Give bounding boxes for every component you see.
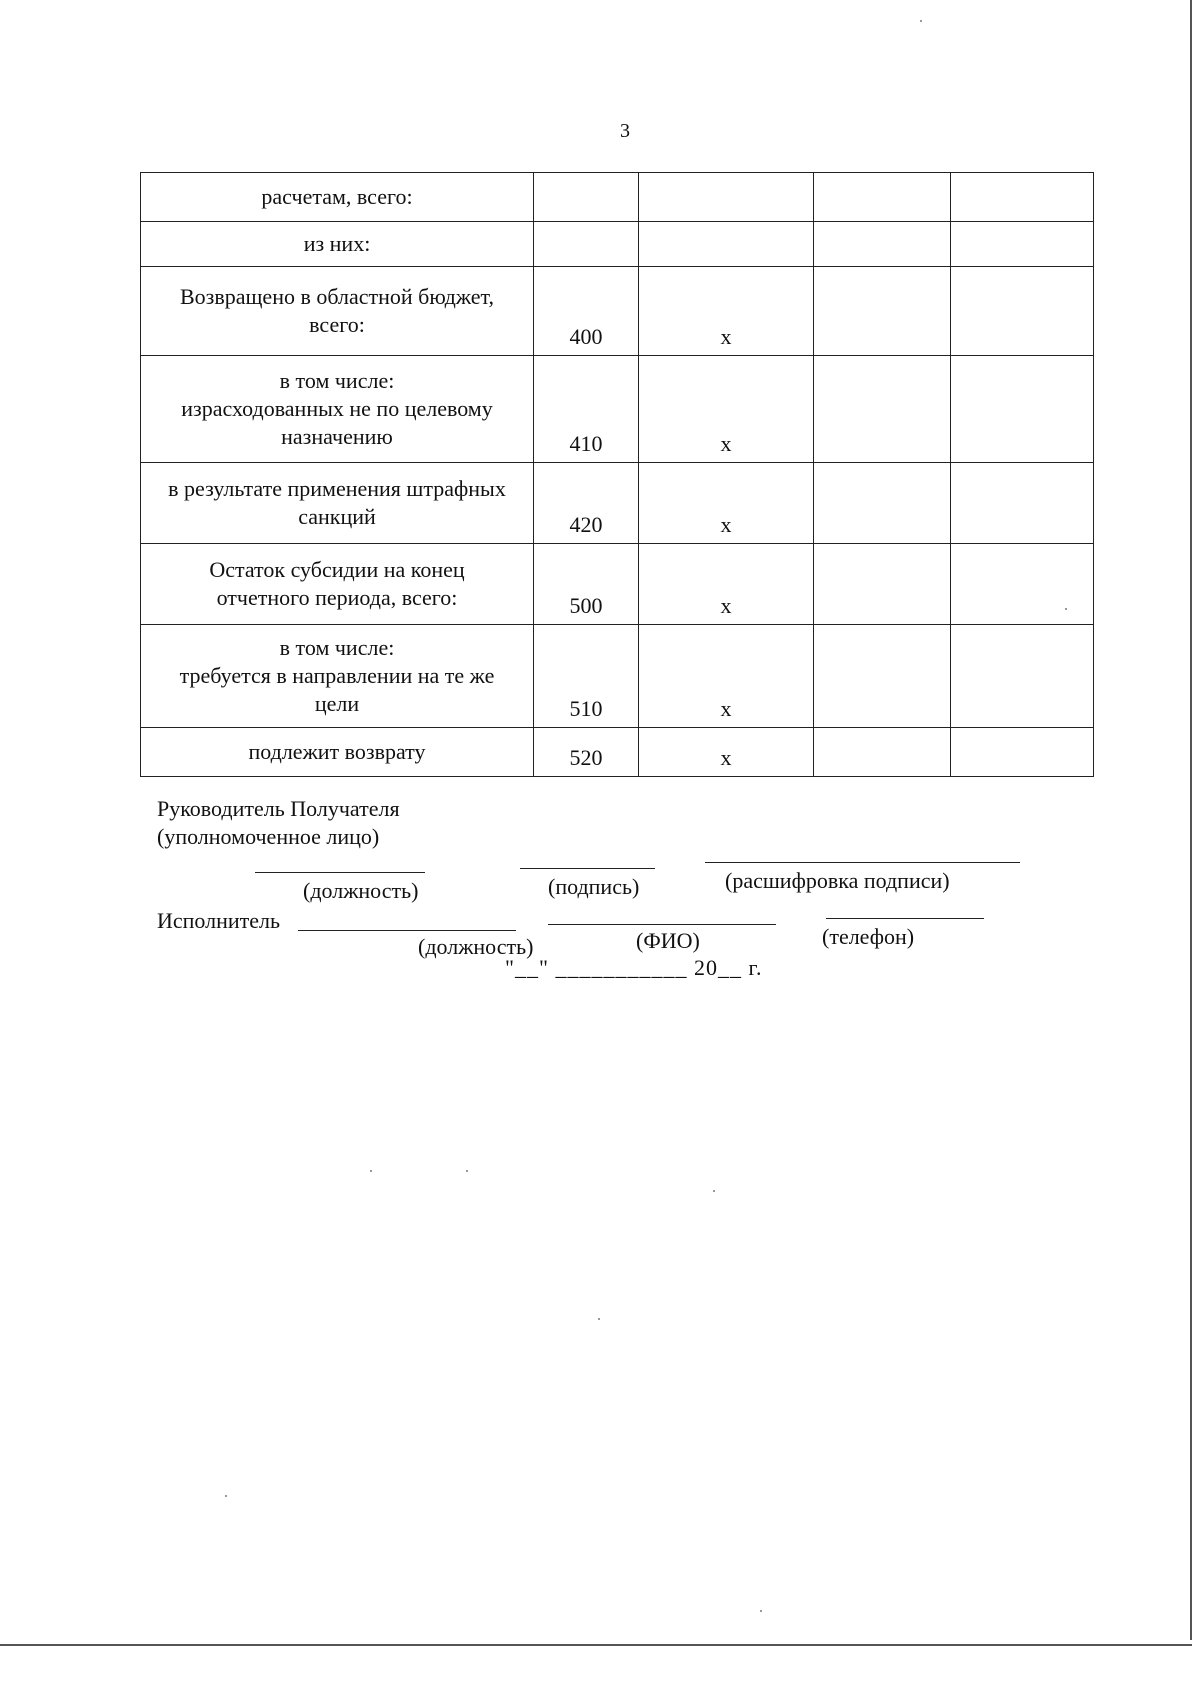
signature-head-title: Руководитель Получателя (157, 796, 400, 821)
row-x-mark: x (639, 544, 814, 625)
row-x-mark (639, 173, 814, 222)
row-value-cell (951, 625, 1094, 728)
row-value-cell (951, 463, 1094, 544)
signature-blank-line (520, 868, 655, 869)
row-x-mark (639, 222, 814, 267)
executor-name-blank-line (548, 924, 776, 925)
row-code: 420 (534, 463, 639, 544)
row-code: 510 (534, 625, 639, 728)
row-value-cell (814, 728, 951, 777)
scan-speck (1065, 608, 1067, 610)
executor-position-caption: (должность) (418, 934, 534, 959)
executor-label: Исполнитель (157, 908, 281, 933)
table-row (141, 267, 1094, 356)
row-value-cell (814, 544, 951, 625)
scan-speck (370, 1170, 372, 1172)
row-label: расчетам, всего: (141, 173, 534, 222)
row-x-mark: x (639, 625, 814, 728)
row-label: подлежит возврату (141, 728, 534, 777)
row-label: Возвращено в областной бюджет, всего: (141, 267, 534, 356)
row-code (534, 222, 639, 267)
row-x-mark: x (639, 728, 814, 777)
executor-position-blank-line (298, 930, 516, 931)
scan-speck (760, 1610, 762, 1612)
row-value-cell (814, 463, 951, 544)
page-number: 3 (620, 120, 630, 142)
row-value-cell (951, 267, 1094, 356)
row-value-cell (951, 356, 1094, 463)
row-code (534, 173, 639, 222)
row-label: из них: (141, 222, 534, 267)
table-row (141, 356, 1094, 463)
table-row (141, 625, 1094, 728)
row-code: 400 (534, 267, 639, 356)
scan-speck (225, 1495, 227, 1497)
row-label: в том числе: израсходованных не по целевому назначению (141, 356, 534, 463)
position-caption: (должность) (303, 878, 419, 903)
executor-phone-caption: (телефон) (822, 924, 915, 949)
executor-name-caption: (ФИО) (636, 928, 700, 953)
row-value-cell (951, 544, 1094, 625)
table-row (141, 728, 1094, 777)
row-label: в результате применения штрафных санкций (141, 463, 534, 544)
row-value-cell (951, 728, 1094, 777)
table-row (141, 463, 1094, 544)
row-value-cell (814, 625, 951, 728)
decoding-blank-line (705, 862, 1020, 863)
row-code: 410 (534, 356, 639, 463)
row-value-cell (951, 222, 1094, 267)
table-row (141, 544, 1094, 625)
row-x-mark: x (639, 356, 814, 463)
row-value-cell (814, 356, 951, 463)
page-edge-bottom (0, 1644, 1192, 1646)
report-table (140, 172, 1094, 777)
date-line: "__" ___________ 20__ г. (505, 955, 763, 980)
decoding-caption: (расшифровка подписи) (725, 868, 950, 893)
scan-speck (713, 1190, 715, 1192)
signature-block (157, 795, 400, 851)
row-x-mark: x (639, 267, 814, 356)
table-row (141, 173, 1094, 222)
row-label: в том числе: требуется в направлении на те же цели (141, 625, 534, 728)
scan-speck (920, 20, 922, 22)
row-value-cell (814, 173, 951, 222)
scan-speck (466, 1170, 468, 1172)
row-code: 520 (534, 728, 639, 777)
executor-phone-blank-line (826, 918, 984, 919)
table-row (141, 222, 1094, 267)
row-label: Остаток субсидии на конец отчетного периода, всего: (141, 544, 534, 625)
position-blank-line (255, 872, 425, 873)
page-edge-right (1190, 0, 1192, 1640)
scan-speck (598, 1318, 600, 1320)
row-value-cell (814, 267, 951, 356)
row-x-mark: x (639, 463, 814, 544)
signature-head-subtitle: (уполномоченное лицо) (157, 824, 380, 849)
row-code: 500 (534, 544, 639, 625)
row-value-cell (951, 173, 1094, 222)
signature-caption: (подпись) (548, 874, 640, 899)
row-value-cell (814, 222, 951, 267)
